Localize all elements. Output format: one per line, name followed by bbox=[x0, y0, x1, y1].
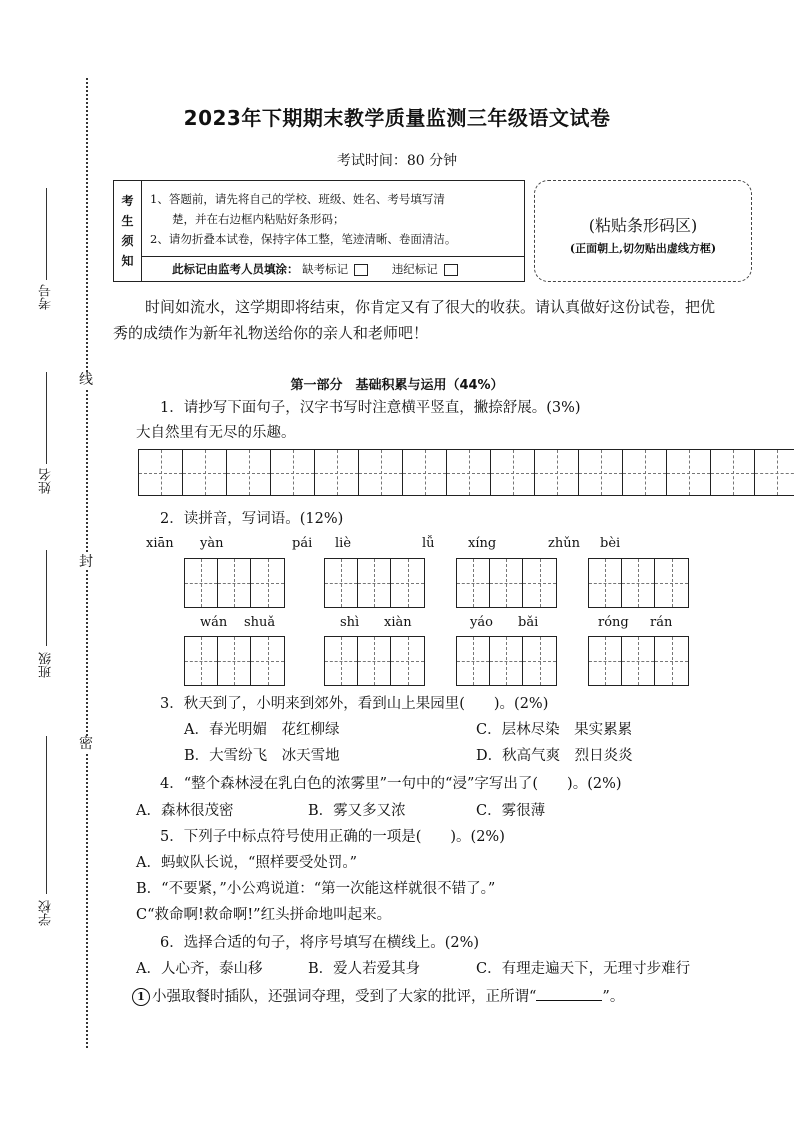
q6-option-c: C．有理走遍天下，无理寸步难行 bbox=[476, 961, 691, 977]
q3-option-d[interactable]: D．秋高气爽 烈日炎炎 bbox=[476, 748, 633, 764]
barcode-area bbox=[534, 180, 752, 282]
barcode-title: (粘贴条形码区) bbox=[588, 216, 698, 235]
q3-option-a[interactable]: A．春光明媚 花红柳绿 bbox=[184, 722, 340, 738]
pinyin-zhunbei-2: bèi bbox=[600, 536, 621, 551]
q6-prompt: 6．选择合适的句子，将序号填写在横线上。(2%) bbox=[160, 935, 480, 951]
q5-prompt: 5．下列子中标点符号使用正确的一项是( )。(2%) bbox=[160, 829, 505, 845]
class-label: 班级 bbox=[39, 652, 54, 678]
class-write-line bbox=[46, 550, 47, 646]
answer-box-yaobai[interactable] bbox=[456, 636, 557, 686]
q2-prompt: 2．读拼音，写词语。(12%) bbox=[160, 511, 344, 527]
exam-time: 考试时间：80 分钟 bbox=[336, 153, 458, 169]
answer-box-pailie[interactable] bbox=[324, 558, 425, 608]
pinyin-yaobai-1: yáo bbox=[470, 615, 493, 630]
exam-number-label: 考号 bbox=[39, 284, 54, 310]
pinyin-wanshua-2: shuǎ bbox=[244, 615, 276, 630]
q1-sentence: 大自然里有无尽的乐趣。 bbox=[136, 425, 296, 441]
q6-answer-blank[interactable] bbox=[536, 986, 602, 1001]
pinyin-xianyan-1: xiān bbox=[146, 536, 174, 551]
barcode-hint: (正面朝上,切勿贴出虚线方框) bbox=[569, 242, 717, 255]
margin-char-feng: 封 bbox=[79, 554, 93, 570]
pinyin-shixian-2: xiàn bbox=[384, 615, 412, 630]
pinyin-lvxing-2: xíng bbox=[468, 536, 497, 551]
q4-option-c[interactable]: C．雾很薄 bbox=[476, 803, 546, 819]
answer-box-wanshua[interactable] bbox=[184, 636, 285, 686]
answer-box-rongran[interactable] bbox=[588, 636, 689, 686]
pinyin-xianyan-2: yàn bbox=[200, 536, 224, 551]
margin-char-mi: 密 bbox=[79, 736, 93, 752]
pinyin-lvxing-1: lǚ bbox=[422, 536, 435, 551]
q4-prompt: 4．“整个森林浸在乳白色的浓雾里”一句中的“浸”字写出了( )。(2%) bbox=[160, 776, 622, 792]
page-title: 2023年下期期末教学质量监测三年级语文试卷 bbox=[183, 106, 611, 130]
pinyin-shixian-1: shì bbox=[340, 615, 360, 630]
candidate-notice-box bbox=[113, 180, 525, 282]
answer-box-shixian[interactable] bbox=[324, 636, 425, 686]
margin-char-xian: 线 bbox=[79, 372, 93, 388]
q4-option-a[interactable]: A．森林很茂密 bbox=[136, 803, 234, 819]
absent-checkbox[interactable] bbox=[354, 264, 368, 276]
part1-heading: 第一部分 基础积累与运用（44%） bbox=[290, 378, 504, 393]
answer-box-xianyan[interactable] bbox=[184, 558, 285, 608]
name-label: 姓名 bbox=[39, 468, 54, 494]
q1-prompt: 1．请抄写下面句子，汉字书写时注意横平竖直，撇捺舒展。(3%) bbox=[160, 400, 581, 416]
q5-option-a[interactable]: A．蚂蚁队长说，“照样要受处罚。” bbox=[136, 855, 358, 871]
notice-text: 1、答题前，请先将自己的学校、班级、姓名、考号填写清 楚，并在右边框内粘贴好条形码； 2、请勿折叠本试卷，保持字体工整，笔迹清晰、卷面清洁。 bbox=[150, 192, 457, 246]
q3-option-c[interactable]: C．层林尽染 果实累累 bbox=[476, 722, 633, 738]
q5-option-b[interactable]: B．“不要紧，”小公鸡说道：“第一次能这样就很不错了。” bbox=[136, 881, 496, 897]
q5-option-c[interactable]: C“救命啊!救命啊!”红头拼命地叫起来。 bbox=[136, 907, 392, 923]
exam-number-write-line bbox=[46, 188, 47, 280]
q6-option-a: A．人心齐，泰山移 bbox=[136, 961, 263, 977]
pinyin-pailie-2: liè bbox=[335, 536, 352, 551]
q3-prompt: 3．秋天到了，小明来到郊外，看到山上果园里( )。(2%) bbox=[160, 696, 549, 712]
q6-option-b: B．爱人若爱其身 bbox=[308, 961, 421, 977]
pinyin-pailie-1: pái bbox=[292, 536, 313, 551]
intro-paragraph: 时间如流水，这学期即将结束，你肯定又有了很大的收获。请认真做好这份试卷，把优秀的成绩作为新年礼物送给你的亲人和老师吧！ bbox=[113, 298, 716, 342]
proctor-mark-row: 此标记由监考人员填涂： 缺考标记 违纪标记 bbox=[142, 256, 524, 281]
q1-writing-grid[interactable] bbox=[138, 449, 794, 496]
pinyin-rongran-1: róng bbox=[598, 615, 629, 630]
school-label: 学校 bbox=[39, 900, 54, 926]
answer-box-lvxing[interactable] bbox=[456, 558, 557, 608]
pinyin-yaobai-2: bǎi bbox=[518, 615, 539, 630]
answer-box-zhunbei[interactable] bbox=[588, 558, 689, 608]
q6-item-1: 1 小强取餐时插队，还强词夺理，受到了大家的批评，正所谓“ ”。 bbox=[132, 986, 624, 1008]
pinyin-rongran-2: rán bbox=[650, 615, 673, 630]
school-write-line bbox=[46, 736, 47, 894]
notice-side-label: 考 生 须 知 bbox=[114, 181, 142, 281]
item-number-circle: 1 bbox=[132, 988, 150, 1006]
violation-checkbox[interactable] bbox=[444, 264, 458, 276]
pinyin-wanshua-1: wán bbox=[200, 615, 228, 630]
q4-option-b[interactable]: B．雾又多又浓 bbox=[308, 803, 406, 819]
q3-option-b[interactable]: B．大雪纷飞 冰天雪地 bbox=[184, 748, 340, 764]
pinyin-zhunbei-1: zhǔn bbox=[548, 536, 580, 551]
